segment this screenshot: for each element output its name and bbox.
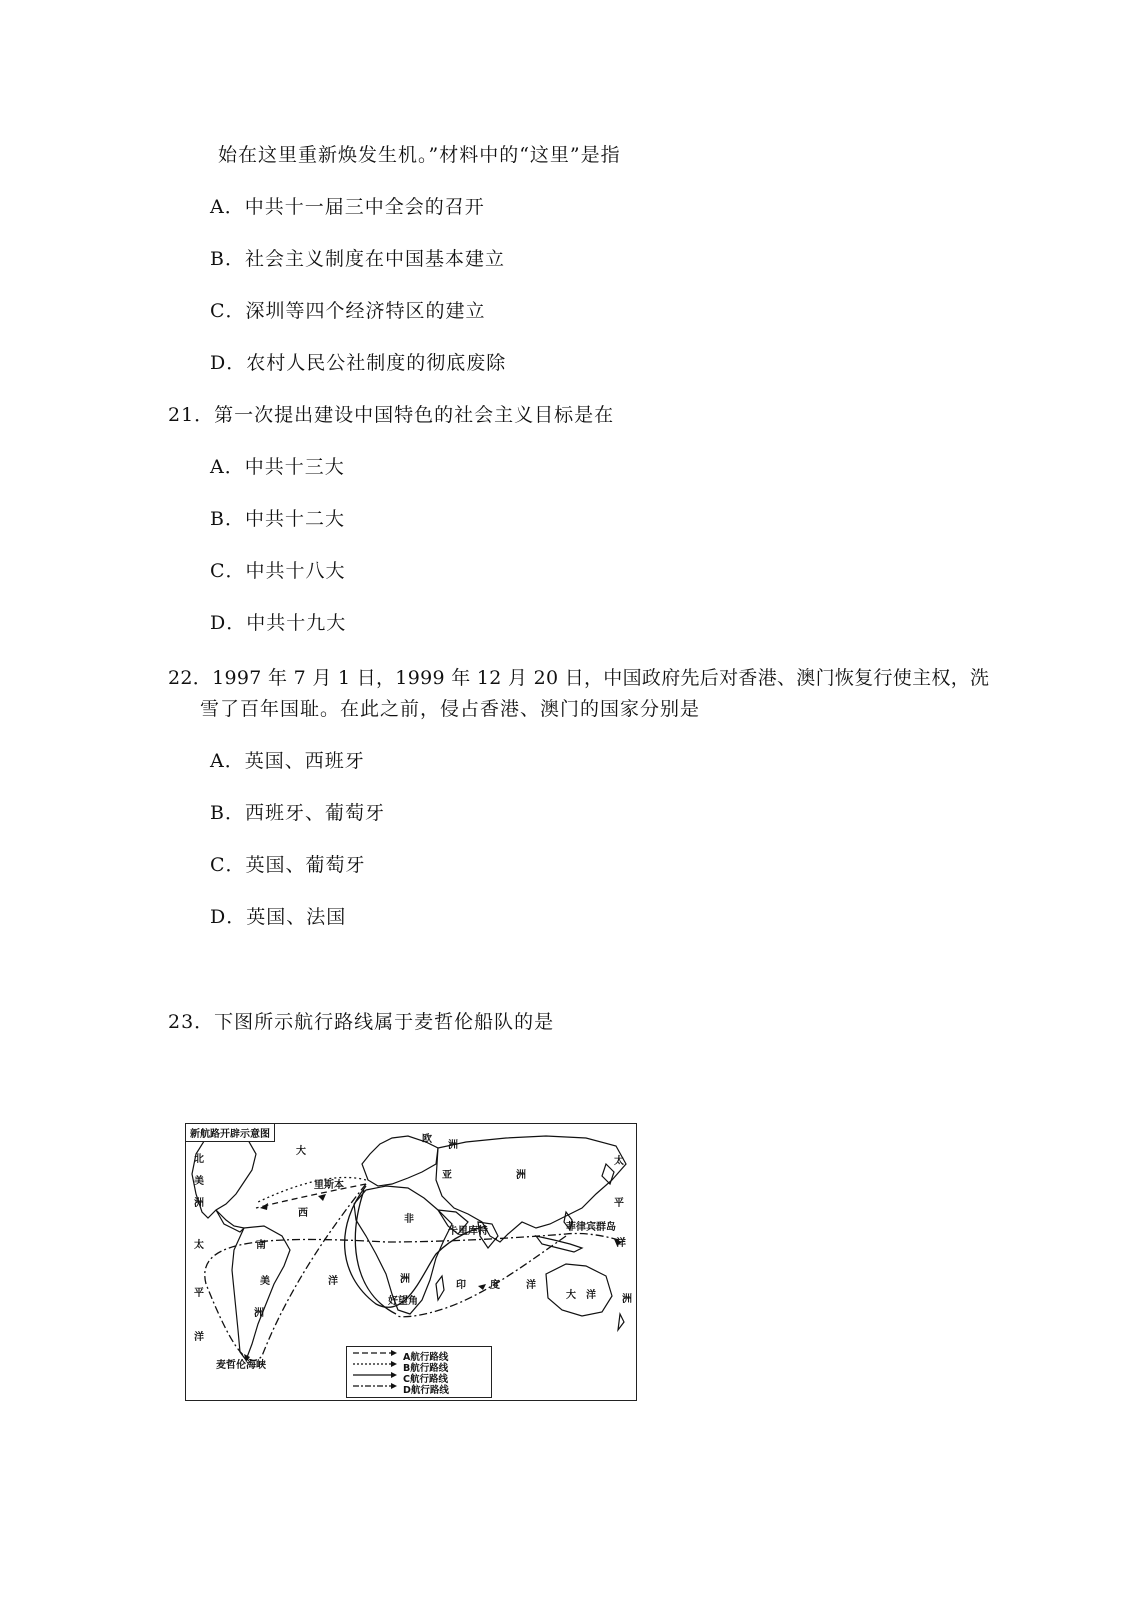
map-label-continent-1: 洲 <box>194 1198 204 1209</box>
map-label-pacific-1: 太 <box>194 1240 204 1251</box>
map-label-strait-of-magellan: 麦哲伦海峡 <box>216 1360 266 1371</box>
map-label-oceania-2: 洋 <box>586 1290 596 1301</box>
question-22-stem-line2: 雪了百年国耻。在此之前，侵占香港、澳门的国家分别是 <box>200 698 701 720</box>
question-20-stem-tail: 始在这里重新焕发生机。”材料中的“这里”是指 <box>218 144 621 166</box>
q20-option-b: B．社会主义制度在中国基本建立 <box>210 248 505 270</box>
arrow-1 <box>260 1203 268 1210</box>
q20-option-c: C．深圳等四个经济特区的建立 <box>210 300 486 322</box>
legend-swatch-b <box>353 1361 397 1367</box>
map-label-america-1: 美 <box>194 1176 204 1187</box>
map-label-atlantic-2: 西 <box>298 1208 308 1219</box>
q20-option-d: D．农村人民公社制度的彻底废除 <box>210 352 507 374</box>
legend-item-d <box>353 1383 485 1394</box>
map-label-pacific-2: 平 <box>194 1288 204 1299</box>
routes <box>205 1177 626 1360</box>
map-title: 新航路开辟示意图 <box>186 1124 275 1142</box>
map-label-indian-1: 印 <box>456 1280 466 1291</box>
legend-label-b: B航行路线 <box>403 1363 449 1374</box>
map-label-indian-3: 洋 <box>526 1280 536 1291</box>
question-23-stem: 23．下图所示航行路线属于麦哲伦船队的是 <box>168 1011 555 1033</box>
map-label-atlantic-1: 大 <box>296 1146 306 1157</box>
central-america-outline <box>216 1210 244 1232</box>
q20-option-a: A．中共十一届三中全会的召开 <box>210 196 485 218</box>
question-22-stem-line1: 22．1997 年 7 月 1 日，1999 年 12 月 20 日，中国政府先后对香港、澳门恢复行使主权，洗 <box>168 667 990 689</box>
legend-label-d: D航行路线 <box>403 1385 449 1396</box>
map-label-continent-3: 洲 <box>448 1140 458 1151</box>
new-zealand-outline <box>618 1314 624 1330</box>
route-d-return <box>396 1236 566 1317</box>
map-label-atlantic-3: 洋 <box>328 1276 338 1287</box>
arrow-2 <box>318 1194 326 1201</box>
q22-option-c: C．英国、葡萄牙 <box>210 854 366 876</box>
arrow-4 <box>478 1284 486 1290</box>
q22-option-d: D．英国、法国 <box>210 906 347 928</box>
legend-label-c: C航行路线 <box>403 1374 448 1385</box>
australia-outline <box>546 1264 612 1316</box>
map-label-cape-of-good-hope: 好望角 <box>388 1296 418 1307</box>
map-label-america-2: 美 <box>260 1276 270 1287</box>
japan-outline <box>602 1164 614 1184</box>
map-label-pacific-4: 太 <box>614 1156 624 1167</box>
map-label-oceania-3: 洲 <box>622 1294 632 1305</box>
map-label-oceania-1: 大 <box>566 1290 576 1301</box>
map-label-pacific-6: 洋 <box>616 1238 626 1249</box>
map-label-lisbon: 里斯本 <box>314 1180 344 1191</box>
q21-option-b: B．中共十二大 <box>210 508 345 530</box>
q21-option-a: A．中共十三大 <box>210 456 345 478</box>
map-label-continent-4: 洲 <box>516 1170 526 1181</box>
q21-option-c: C．中共十八大 <box>210 560 346 582</box>
map-label-pacific-3: 洋 <box>194 1332 204 1343</box>
legend-swatch-c <box>353 1372 397 1378</box>
map-label-africa: 非 <box>404 1214 414 1225</box>
madagascar-outline <box>436 1276 444 1300</box>
map-label-asia: 亚 <box>442 1170 452 1181</box>
q22-option-a: A．英国、西班牙 <box>210 750 365 772</box>
indonesia-outline <box>536 1236 582 1252</box>
q22-option-b: B．西班牙、葡萄牙 <box>210 802 385 824</box>
map-label-europe: 欧 <box>422 1134 432 1145</box>
map-label-continent-2: 洲 <box>254 1308 264 1319</box>
new-sea-routes-map <box>185 1123 637 1401</box>
map-label-calicut: 卡里库特 <box>448 1226 488 1237</box>
q21-option-d: D．中共十九大 <box>210 612 347 634</box>
route-b-line <box>258 1177 366 1202</box>
legend-swatch-d <box>353 1383 397 1389</box>
map-legend <box>346 1346 492 1398</box>
map-label-philippines: 菲律宾群岛 <box>566 1222 616 1233</box>
map-label-continent-5: 洲 <box>400 1274 410 1285</box>
question-21-stem: 21．第一次提出建设中国特色的社会主义目标是在 <box>168 404 615 426</box>
map-label-south: 南 <box>256 1240 266 1251</box>
legend-label-a: A航行路线 <box>403 1352 449 1363</box>
legend-swatch-a <box>353 1350 397 1356</box>
map-label-north: 北 <box>194 1154 204 1165</box>
map-label-indian-2: 度 <box>490 1280 500 1291</box>
map-label-pacific-5: 平 <box>614 1198 624 1209</box>
